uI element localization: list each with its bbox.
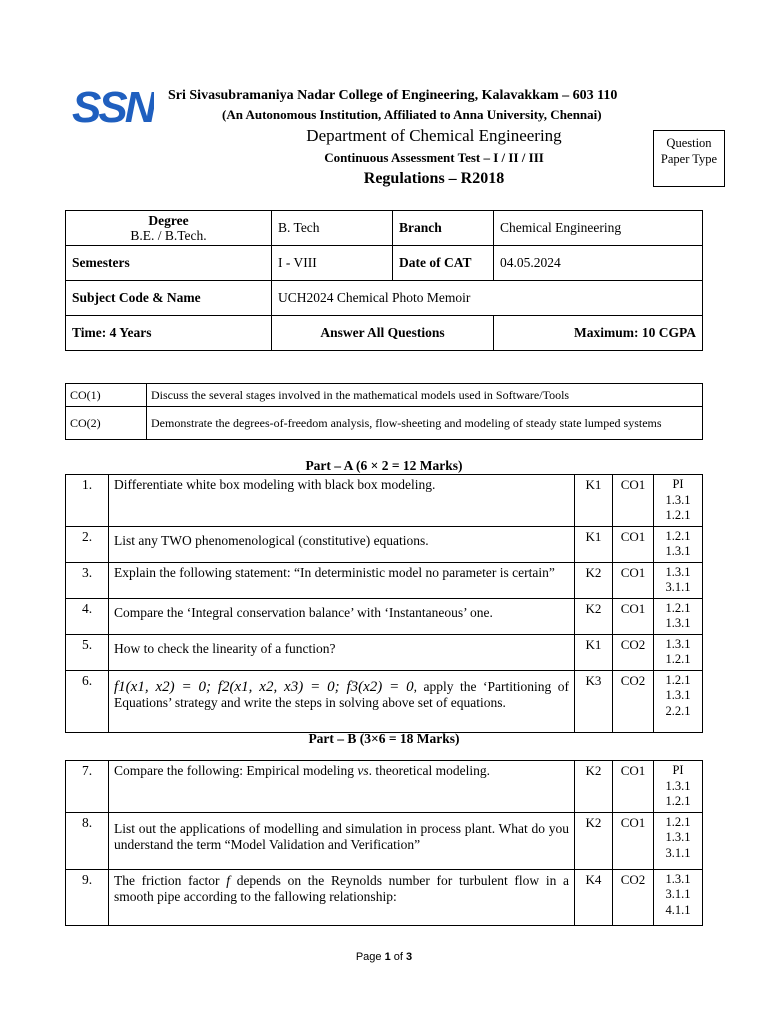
part-a-table — [65, 474, 703, 733]
branch-label: Branch — [393, 211, 494, 246]
page-total: 3 — [406, 951, 413, 963]
question-row — [66, 761, 703, 813]
co-code: CO(1) — [66, 384, 147, 407]
department-title: Department of Chemical Engineering — [306, 126, 562, 145]
footer-prefix: Page — [355, 951, 385, 963]
text-part: Compare the following: Empirical modeling — [114, 763, 358, 778]
question-row — [66, 526, 703, 562]
course-outcome: CO1 — [613, 526, 654, 562]
question-row — [66, 869, 703, 925]
course-outcome: CO2 — [613, 670, 654, 732]
knowledge-level: K2 — [575, 812, 613, 869]
question-text: List out the applications of modelling and simulation in process plant. What do you understand the term “Model Validation and Verification” — [109, 812, 575, 869]
co-text: Demonstrate the degrees-of-freedom analysis, flow-sheeting and modeling of steady state lumped systems — [147, 407, 703, 440]
degree-label: Degree — [148, 213, 189, 228]
question-text: Differentiate white box modeling with black box modeling. — [109, 475, 575, 527]
question-text: Explain the following statement: “In deterministic model no parameter is certain” — [109, 562, 575, 598]
co-text: Discuss the several stages involved in the mathematical models used in Software/Tools — [147, 384, 703, 407]
knowledge-level: K2 — [575, 562, 613, 598]
knowledge-level: K4 — [575, 869, 613, 925]
course-outcome: CO2 — [613, 634, 654, 670]
degree-value: B. Tech — [272, 211, 393, 246]
text-part: . theoretical modeling. — [368, 763, 491, 778]
question-text: Compare the ‘Integral conservation balance’ with ‘Instantaneous’ one. — [109, 598, 575, 634]
question-text — [109, 670, 575, 732]
instruction: Answer All Questions — [272, 316, 494, 351]
knowledge-level: K1 — [575, 634, 613, 670]
course-outcome: CO1 — [613, 598, 654, 634]
course-outcome: CO2 — [613, 869, 654, 925]
knowledge-level: K1 — [575, 526, 613, 562]
question-number: 4. — [66, 598, 109, 634]
time-value: Time: 4 Years — [66, 316, 272, 351]
question-number: 6. — [66, 670, 109, 732]
question-row — [66, 562, 703, 598]
performance-indicators: 1.2.1 1.3.1 3.1.1 — [654, 812, 703, 869]
exam-info-table — [65, 210, 703, 351]
question-text — [109, 869, 575, 925]
footer-middle: of — [390, 951, 407, 963]
text-part: The friction factor — [114, 872, 227, 888]
part-b-table — [65, 760, 703, 926]
ssn-logo — [72, 86, 154, 128]
affiliation: (An Autonomous Institution, Affiliated to Anna University, Chennai) — [222, 107, 602, 122]
text-emphasis: vs — [357, 763, 369, 778]
question-row — [66, 598, 703, 634]
question-number: 2. — [66, 526, 109, 562]
degree-row — [66, 211, 703, 246]
co-row — [66, 384, 703, 407]
degree-cell — [66, 211, 272, 246]
equation: f1(x1, x2) = 0; f2(x1, x2, x3) = 0; f3(x2) = 0 — [114, 678, 414, 695]
performance-indicators: PI 1.3.1 1.2.1 — [654, 761, 703, 813]
date-label: Date of CAT — [393, 246, 494, 281]
question-text: List any TWO phenomenological (constitutive) equations. — [109, 526, 575, 562]
knowledge-level: K3 — [575, 670, 613, 732]
question-text: How to check the linearity of a function? — [109, 634, 575, 670]
course-outcome: CO1 — [613, 812, 654, 869]
text-part: depends on the Reynolds number for turbulent flow in a smooth pipe according to the fallowing relationship: — [114, 872, 569, 904]
question-row — [66, 634, 703, 670]
test-title: Continuous Assessment Test – I / II / III — [324, 150, 544, 165]
ssn-logo-text: SSN — [72, 86, 154, 128]
knowledge-level: K2 — [575, 761, 613, 813]
question-text-rest: , apply the ‘Partitioning of Equations’ strategy and write the steps in solving above set of equations. — [114, 678, 569, 710]
page-number: 1 — [384, 951, 391, 963]
question-number: 5. — [66, 634, 109, 670]
performance-indicators: 1.2.1 1.3.1 2.2.1 — [654, 670, 703, 732]
degree-sub: B.E. / B.Tech. — [130, 228, 207, 243]
performance-indicators: 1.3.1 3.1.1 — [654, 562, 703, 598]
course-outcomes-table — [65, 383, 703, 440]
course-outcome: CO1 — [613, 475, 654, 527]
performance-indicators: PI 1.3.1 1.2.1 — [654, 475, 703, 527]
course-outcome: CO1 — [613, 562, 654, 598]
question-number: 1. — [66, 475, 109, 527]
subject-label: Subject Code & Name — [66, 281, 272, 316]
performance-indicators: 1.2.1 1.3.1 — [654, 598, 703, 634]
question-number: 7. — [66, 761, 109, 813]
knowledge-level: K2 — [575, 598, 613, 634]
regulations-title: Regulations – R2018 — [363, 170, 505, 187]
maximum-marks: Maximum: 10 CGPA — [494, 316, 703, 351]
part-b-title: Part – B (3×6 = 18 Marks) — [308, 731, 460, 746]
semesters-label: Semesters — [66, 246, 272, 281]
performance-indicators: 1.3.1 1.2.1 — [654, 634, 703, 670]
question-row — [66, 812, 703, 869]
question-number: 9. — [66, 869, 109, 925]
time-row — [66, 316, 703, 351]
question-number: 3. — [66, 562, 109, 598]
performance-indicators: 1.2.1 1.3.1 — [654, 526, 703, 562]
co-code: CO(2) — [66, 407, 147, 440]
question-row — [66, 475, 703, 527]
co-row — [66, 407, 703, 440]
question-row — [66, 670, 703, 732]
question-text — [109, 761, 575, 813]
performance-indicators: 1.3.1 3.1.1 4.1.1 — [654, 869, 703, 925]
page-footer — [0, 951, 768, 963]
question-paper-type-box: Question Paper Type — [653, 130, 725, 187]
college-name: Sri Sivasubramaniya Nadar College of Engineering, Kalavakkam – 603 110 — [168, 88, 618, 103]
part-a-title: Part – A (6 × 2 = 12 Marks) — [305, 458, 463, 473]
question-number: 8. — [66, 812, 109, 869]
semesters-value: I - VIII — [272, 246, 393, 281]
text-emphasis: f — [226, 872, 231, 888]
subject-value: UCH2024 Chemical Photo Memoir — [272, 281, 703, 316]
branch-value: Chemical Engineering — [494, 211, 703, 246]
knowledge-level: K1 — [575, 475, 613, 527]
subject-row — [66, 281, 703, 316]
semesters-row — [66, 246, 703, 281]
date-value: 04.05.2024 — [494, 246, 703, 281]
course-outcome: CO1 — [613, 761, 654, 813]
